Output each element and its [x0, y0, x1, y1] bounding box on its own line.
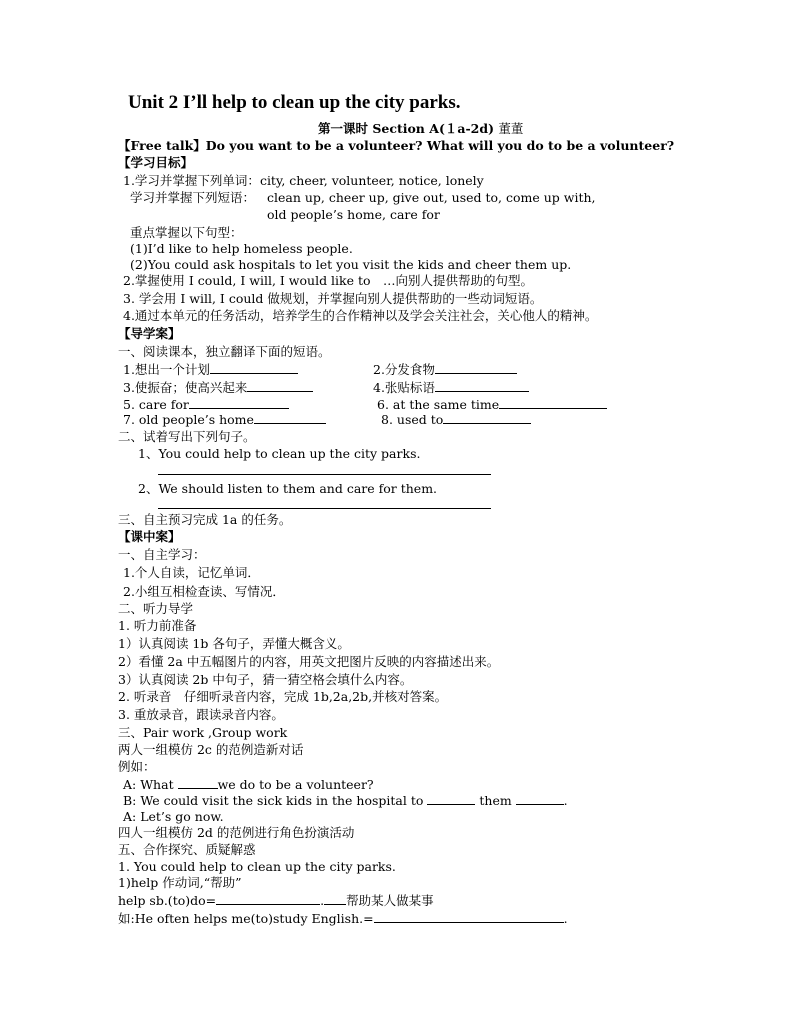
phrase-item	[123, 411, 326, 428]
dialogue-text: them	[475, 793, 516, 808]
class-section-3: 三、Pair work ,Group work	[118, 725, 288, 740]
class-step-3-2: 四人一组模仿 2d 的范例进行角色扮演活动	[118, 825, 355, 840]
free-talk	[118, 137, 674, 154]
class-step-2-3: 3. 重放录音，跟读录音内容。	[118, 707, 284, 722]
dialogue-line-a1	[123, 776, 374, 793]
phrase-item-text: 8. used to	[381, 412, 444, 427]
class-step-2-1c: 3）认真阅读 2b 中句子，猜一猜空格会填什么内容。	[118, 672, 413, 687]
class-step-2-1b: 2）看懂 2a 中五幅图片的内容，用英文把图片反映的内容描述出来。	[118, 654, 500, 669]
dialogue-text: we do to be a volunteer?	[217, 777, 374, 792]
answer-blank[interactable]	[324, 892, 346, 905]
goals-words-list: city, cheer, volunteer, notice, lonely	[259, 173, 484, 188]
answer-blank[interactable]	[189, 396, 289, 409]
answer-line[interactable]	[158, 474, 491, 475]
class-section-1: 一、自主学习：	[118, 547, 206, 562]
answer-blank[interactable]	[435, 361, 517, 374]
answer-blank[interactable]	[374, 910, 564, 923]
class-section-2: 二、听力导学	[118, 601, 194, 616]
free-talk-label: 【Free talk】	[118, 138, 206, 153]
dialogue-text: A: What	[123, 777, 178, 792]
example-label: 例如：	[118, 759, 156, 774]
guide-section-2: 二、试着写出下列句子。	[118, 429, 256, 444]
goals-item-4: 4.通过本单元的任务活动，培养学生的合作精神以及学会关注社会，关心他人的精神。	[123, 308, 598, 323]
class-step-5-3	[118, 892, 434, 909]
goals-item-3: 3. 学会用 I will, I could 做规划，并掌握向别人提供帮助的一些动词短语。	[123, 291, 543, 306]
class-section-5: 五、合作探究、质疑解惑	[118, 842, 256, 857]
class-step-3-1: 两人一组模仿 2c 的范例造新对话	[118, 742, 304, 757]
dialogue-text: B: We could visit the sick kids in the hospital to	[123, 793, 428, 808]
lesson-subtitle	[318, 120, 523, 137]
class-step-5-4	[118, 910, 568, 927]
answer-blank[interactable]	[499, 396, 607, 409]
class-header: 【课中案】	[118, 529, 181, 544]
goals-phrases-2: old people’s home, care for	[267, 207, 440, 222]
guide-header: 【导学案】	[118, 326, 181, 341]
dialogue-line-b1	[123, 792, 568, 809]
answer-blank[interactable]	[178, 776, 218, 789]
sentence-2: 2、We should listen to them and care for them.	[138, 481, 438, 496]
answer-blank[interactable]	[427, 792, 475, 805]
goals-patterns-label: 重点掌握以下句型：	[130, 225, 243, 240]
guide-section-1: 一、阅读课本，独立翻译下面的短语。	[118, 344, 331, 359]
guide-section-3: 三、自主预习完成 1a 的任务。	[118, 512, 292, 527]
goals-phrases-1: clean up, cheer up, give out, used to, come up with,	[267, 190, 596, 205]
class-step-2-1a: 1）认真阅读 1b 各句子，弄懂大概含义。	[118, 636, 350, 651]
grammar-text: .	[563, 911, 568, 926]
free-talk-text: Do you want to be a volunteer? What will you do to be a volunteer?	[205, 138, 675, 153]
class-step-5-2: 1)help 作动词,“帮助”	[118, 875, 242, 890]
phrase-item	[381, 411, 531, 428]
answer-blank[interactable]	[247, 379, 313, 392]
phrase-item-text: 2.分发食物	[373, 362, 435, 377]
answer-blank[interactable]	[216, 892, 320, 905]
answer-blank[interactable]	[516, 792, 564, 805]
goals-header: 【学习目标】	[118, 155, 194, 170]
phrase-item	[123, 361, 298, 378]
dialogue-line-a2: A: Let’s go now.	[123, 809, 224, 824]
phrase-item-text: 3.使振奋；使高兴起来	[123, 380, 248, 395]
page-title: Unit 2 I’ll help to clean up the city parks.	[128, 92, 461, 113]
goals-phrases-label: 学习并掌握下列短语：	[130, 190, 256, 205]
goals-pattern-2: (2)You could ask hospitals to let you visit the kids and cheer them up.	[130, 257, 572, 272]
phrase-item-text: 4.张贴标语	[373, 380, 435, 395]
class-step-1-2: 2.小组互相检查读、写情况．	[123, 584, 285, 599]
goals-pattern-1: (1)I’d like to help homeless people.	[130, 241, 353, 256]
answer-blank[interactable]	[254, 411, 326, 424]
grammar-text: .	[320, 893, 325, 908]
dialogue-text: .	[563, 793, 568, 808]
lesson-section: 第一课时 Section A(１a-2d)	[318, 121, 494, 136]
goals-item-2: 2.掌握使用 I could, I will, I would like to …向别人提供帮助的句型。	[123, 273, 534, 288]
class-step-1-1: 1.个人自读，记忆单词．	[123, 565, 260, 580]
sentence-1: 1、You could help to clean up the city parks.	[138, 446, 421, 461]
phrase-item-text: 7. old people’s home	[123, 412, 254, 427]
answer-blank[interactable]	[210, 361, 298, 374]
phrase-item-text: 5. care for	[123, 397, 189, 412]
answer-blank[interactable]	[443, 411, 531, 424]
answer-line[interactable]	[158, 508, 491, 509]
grammar-text: 如:He often helps me(to)study English.=	[118, 911, 374, 926]
grammar-text: help sb.(to)do=	[118, 893, 217, 908]
class-step-2-1: 1. 听力前准备	[118, 618, 197, 633]
phrase-item	[373, 379, 529, 396]
answer-blank[interactable]	[435, 379, 529, 392]
class-step-5-1: 1. You could help to clean up the city parks.	[118, 859, 396, 874]
phrase-item	[373, 361, 517, 378]
class-step-2-2: 2. 听录音 仔细听录音内容，完成 1b,2a,2b,并核对答案。	[118, 689, 448, 704]
goals-words	[123, 172, 484, 189]
phrase-item-text: 1.想出一个计划	[123, 362, 210, 377]
author-name: 董董	[498, 121, 524, 136]
grammar-text: 帮助某人做某事	[346, 893, 434, 908]
goals-words-label: 1.学习并掌握下列单词：	[123, 173, 260, 188]
phrase-item-text: 6. at the same time	[377, 397, 500, 412]
phrase-item	[123, 379, 313, 396]
